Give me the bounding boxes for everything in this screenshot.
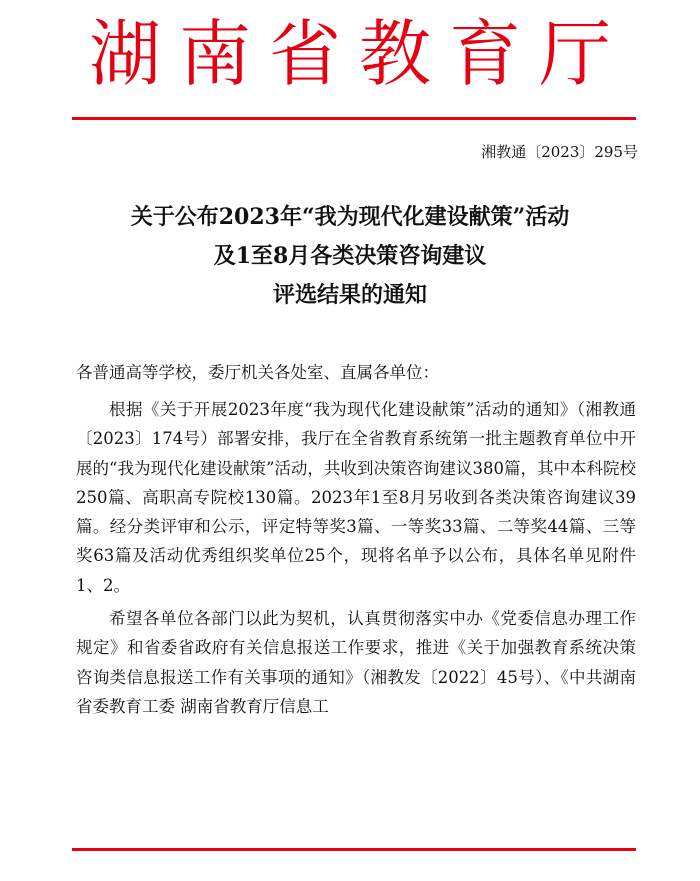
issuing-authority-masthead: 湖南省教育厅 bbox=[88, 12, 629, 96]
header-red-rule bbox=[72, 117, 636, 120]
document-title bbox=[40, 198, 660, 315]
footer-red-rule bbox=[72, 848, 636, 851]
document-body bbox=[76, 395, 636, 725]
title-line-2: 及1至8月各类决策咨询建议 bbox=[213, 243, 487, 269]
body-paragraph-2: 希望各单位各部门以此为契机，认真贯彻落实中办《党委信息办理工作规定》和省委省政府有关信息报送工作要求，推进《关于加强教育系统决策咨询类信息报送工作有关事项的通知》（湘教发〔2022〕45号）、《中共湖南省委教育工委 湖南省教育厅信息工 bbox=[76, 609, 636, 716]
body-paragraph-1: 根据《关于开展2023年度“我为现代化建设献策”活动的通知》（湘教通〔2023〕174号）部署安排，我厅在全省教育系统第一批主题教育单位中开展的“我为现代化建设献策”活动，共收到决策咨询建议380篇，其中本科院校250篇、高职高专院校130篇。2023年1至8月另收到各类决策咨询建议39篇。经分类评审和公示，评定特等奖3篇、一等奖33篇、二等奖44篇、三等奖63篇及活动优秀组织奖单位25个，现将名单予以公布，具体名单见附件1、2。 bbox=[76, 400, 636, 595]
title-line-1: 关于公布2023年“我为现代化建设献策”活动 bbox=[130, 204, 570, 230]
title-line-3: 评选结果的通知 bbox=[272, 282, 427, 308]
addressee-line: 各普通高等学校，委厅机关各处室、直属各单位： bbox=[76, 363, 439, 382]
document-number: 湘教通〔2023〕295号 bbox=[481, 143, 638, 161]
